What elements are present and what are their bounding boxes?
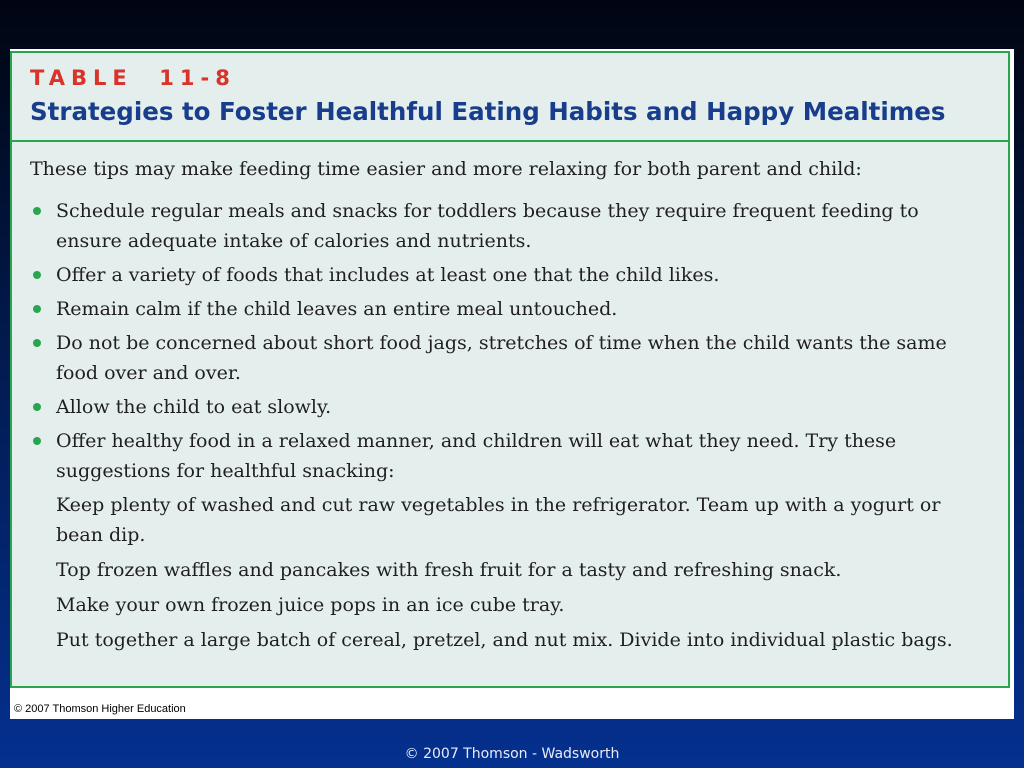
tip-text: Schedule regular meals and snacks for toddlers because they require frequent feeding to ensure adequate intake of calories and nutrients. — [56, 200, 919, 252]
image-copyright: © 2007 Thomson Higher Education — [14, 703, 186, 715]
list-item — [30, 328, 988, 388]
tip-text: Do not be concerned about short food jags, stretches of time when the child wants the same food over and over. — [56, 332, 947, 384]
table-number: TABLE 11-8 — [30, 66, 236, 90]
bullet-icon — [33, 339, 41, 347]
slide-footer: © 2007 Thomson - Wadsworth — [404, 746, 620, 762]
snack-suggestion: Put together a large batch of cereal, pretzel, and nut mix. Divide into individual plastic bags. — [56, 629, 953, 651]
table-header — [12, 53, 1008, 142]
list-item — [30, 392, 988, 422]
tips-list — [30, 196, 988, 486]
list-item — [30, 260, 988, 290]
bullet-icon — [33, 271, 41, 279]
tip-text: Remain calm if the child leaves an entire meal untouched. — [56, 298, 618, 320]
bullet-icon — [33, 207, 41, 215]
list-item — [30, 426, 988, 486]
bullet-icon — [33, 305, 41, 313]
intro-text: These tips may make feeding time easier and more relaxing for both parent and child: — [30, 158, 862, 180]
list-item — [30, 294, 988, 324]
table-title: Strategies to Foster Healthful Eating Habits and Happy Mealtimes — [30, 97, 946, 126]
tip-text: Allow the child to eat slowly. — [56, 396, 332, 418]
table-panel — [10, 51, 1010, 688]
bullet-icon — [33, 403, 41, 411]
tip-text: Offer healthy food in a relaxed manner, and children will eat what they need. Try these suggestions for healthful snacking: — [56, 430, 897, 482]
snack-suggestion: Top frozen waffles and pancakes with fresh fruit for a tasty and refreshing snack. — [56, 559, 842, 581]
snack-suggestion: Keep plenty of washed and cut raw vegetables in the refrigerator. Team up with a yogurt or bean dip. — [56, 494, 941, 546]
snack-suggestion: Make your own frozen juice pops in an ice cube tray. — [56, 594, 565, 616]
list-item — [30, 196, 988, 256]
table-body — [12, 142, 1008, 655]
bullet-icon — [33, 437, 41, 445]
tip-text: Offer a variety of foods that includes at least one that the child likes. — [56, 264, 720, 286]
slide-image — [10, 49, 1014, 719]
